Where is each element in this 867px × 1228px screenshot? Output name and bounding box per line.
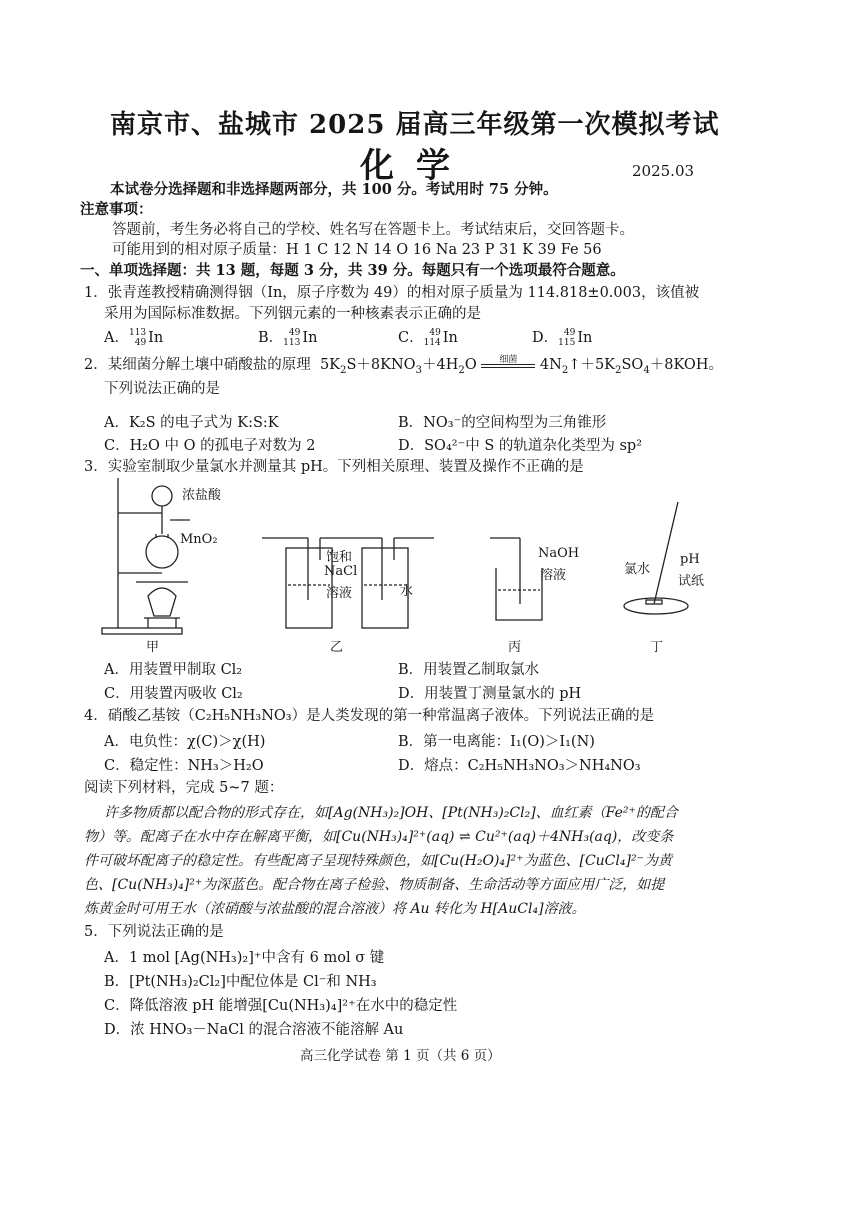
label-ph-1: pH: [680, 552, 700, 567]
exam-date: 2025.03: [632, 162, 695, 180]
q3-stem: 3．实验室制取少量氯水并测量其 pH。下列相关原理、装置及操作不正确的是: [84, 459, 584, 475]
label-ding: 丁: [650, 640, 664, 655]
q3-option-b[interactable]: B．用装置乙制取氯水: [398, 662, 540, 678]
label-ph-2: 试纸: [678, 574, 705, 589]
reading-line-4: 色、[Cu(NH₃)₄]²⁺为深蓝色。配合物在离子检验、物质制备、生命活动等方面应用广泛，如提: [84, 877, 665, 893]
label-nacl-1: 饱和: [326, 550, 353, 565]
reading-line-2: 物）等。配离子在水中存在解离平衡，如[Cu(NH₃)₄]²⁺(aq) ⇌ Cu²⁺(aq)＋4NH₃(aq)，改变条: [84, 829, 674, 845]
q3-option-d[interactable]: D．用装置丁测量氯水的 pH: [398, 686, 582, 702]
label-cl-water: 氯水: [624, 562, 651, 577]
page-footer: 高三化学试卷 第 1 页（共 6 页）: [300, 1048, 501, 1064]
q2-stem: 2．某细菌分解土壤中硝酸盐的原理 $5K_2S+8KNO_3+4H_2O$ 细菌 $4N_2↑+5K_2SO_4+8KOH$。: [84, 355, 723, 376]
q4-stem: 4．硝酸乙基铵（C₂H₅NH₃NO₃）是人类发现的第一种常温离子液体。下列说法正确的是: [84, 708, 655, 724]
reading-line-1: 许多物质都以配合物的形式存在，如[Ag(NH₃)₂]OH、[Pt(NH₃)₂Cl₂]、血红素（Fe²⁺的配合: [104, 805, 678, 821]
q3-option-a[interactable]: A．用装置甲制取 Cl₂: [104, 662, 243, 678]
intro-line: 本试卷分选择题和非选择题两部分，共 100 分。考试用时 75 分钟。: [110, 181, 558, 198]
q1-stem-1: 1．张青莲教授精确测得铟（In，原子序数为 49）的相对原子质量为 114.818±0.003，该值被: [84, 285, 700, 301]
label-hcl: 浓盐酸: [182, 488, 222, 503]
q1-option-a[interactable]: A． 113 49 In: [104, 328, 164, 348]
q4-option-d[interactable]: D．熔点：C₂H₅NH₃NO₃＞NH₄NO₃: [398, 758, 641, 774]
q5-stem: 5．下列说法正确的是: [84, 924, 224, 940]
reading-line-5: 炼黄金时可用王水（浓硝酸与浓盐酸的混合溶液）将 Au 转化为 H[AuCl₄]溶液。: [84, 901, 586, 917]
label-nacl-2: NaCl: [324, 564, 358, 579]
label-jia: 甲: [146, 640, 160, 655]
reading-line-3: 件可破坏配离子的稳定性。有些配离子呈现特殊颜色，如[Cu(H₂O)₄]²⁺为蓝色、[CuCl₄]²⁻为黄: [84, 853, 672, 869]
section-heading: 一、单项选择题：共 13 题，每题 3 分，共 39 分。每题只有一个选项最符合题意。: [80, 262, 625, 279]
q1-c-nuclide: 49 114: [423, 328, 441, 348]
label-naoh-2: 溶液: [540, 568, 567, 583]
q2-option-c[interactable]: C．H₂O 中 O 的孤电子对数为 2: [104, 438, 316, 454]
q3-option-c[interactable]: C．用装置丙吸收 Cl₂: [104, 686, 243, 702]
label-nacl-3: 溶液: [326, 586, 353, 601]
q1-d-label: D．: [532, 330, 559, 346]
q1-a-nuclide: 113 49: [128, 328, 147, 348]
q5-option-d[interactable]: D．浓 HNO₃－NaCl 的混合溶液不能溶解 Au: [104, 1022, 404, 1038]
exam-title: 南京市、盐城市 2025 届高三年级第一次模拟考试: [110, 110, 720, 140]
q1-a-label: A．: [104, 330, 129, 346]
label-naoh-1: NaOH: [538, 546, 580, 561]
q2-option-d[interactable]: D．SO₄²⁻中 S 的轨道杂化类型为 sp²: [398, 438, 643, 454]
q1-option-d[interactable]: D． 49 115 In: [532, 328, 593, 348]
apparatus-yi-figure: [262, 530, 442, 630]
q1-b-nuclide: 49 113: [283, 328, 301, 348]
label-yi: 乙: [330, 640, 344, 655]
q4-option-c[interactable]: C．稳定性：NH₃＞H₂O: [104, 758, 264, 774]
q1-option-c[interactable]: C． 49 114 In: [398, 328, 458, 348]
q2-stem-2: 下列说法正确的是: [104, 381, 220, 397]
q4-option-a[interactable]: A．电负性：χ(C)＞χ(H): [104, 734, 266, 750]
notice-1: 答题前，考生务必将自己的学校、姓名写在答题卡上。考试结束后，交回答题卡。: [112, 222, 634, 238]
q5-option-c[interactable]: C．降低溶液 pH 能增强[Cu(NH₃)₄]²⁺在水中的稳定性: [104, 998, 458, 1014]
notice-title: 注意事项：: [80, 201, 153, 218]
q1-d-nuclide: 49 115: [558, 328, 576, 348]
q1-c-label: C．: [398, 330, 424, 346]
q5-option-b[interactable]: B．[Pt(NH₃)₂Cl₂]中配位体是 Cl⁻和 NH₃: [104, 974, 377, 990]
q1-stem-2: 采用为国际标准数据。下列铟元素的一种核素表示正确的是: [104, 306, 481, 322]
reaction-arrow: 细菌: [481, 362, 535, 368]
label-bing: 丙: [508, 640, 522, 655]
subject-title: 化学: [360, 146, 472, 186]
reading-intro: 阅读下列材料，完成 5~7 题：: [84, 780, 284, 796]
q2-option-a[interactable]: A．K₂S 的电子式为 K:S:K: [104, 415, 279, 431]
label-water: 水: [400, 584, 414, 599]
q4-option-b[interactable]: B．第一电离能：I₁(O)＞I₁(N): [398, 734, 595, 750]
q5-option-a[interactable]: A．1 mol [Ag(NH₃)₂]⁺中含有 6 mol σ 键: [104, 950, 385, 966]
q2-option-b[interactable]: B．NO₃⁻的空间构型为三角锥形: [398, 415, 607, 431]
label-mno2: MnO₂: [180, 532, 218, 547]
notice-2: 可能用到的相对原子质量：H 1 C 12 N 14 O 16 Na 23 P 31 K 39 Fe 56: [112, 242, 602, 258]
q1-option-b[interactable]: B． 49 113 In: [258, 328, 318, 348]
q1-b-label: B．: [258, 330, 284, 346]
